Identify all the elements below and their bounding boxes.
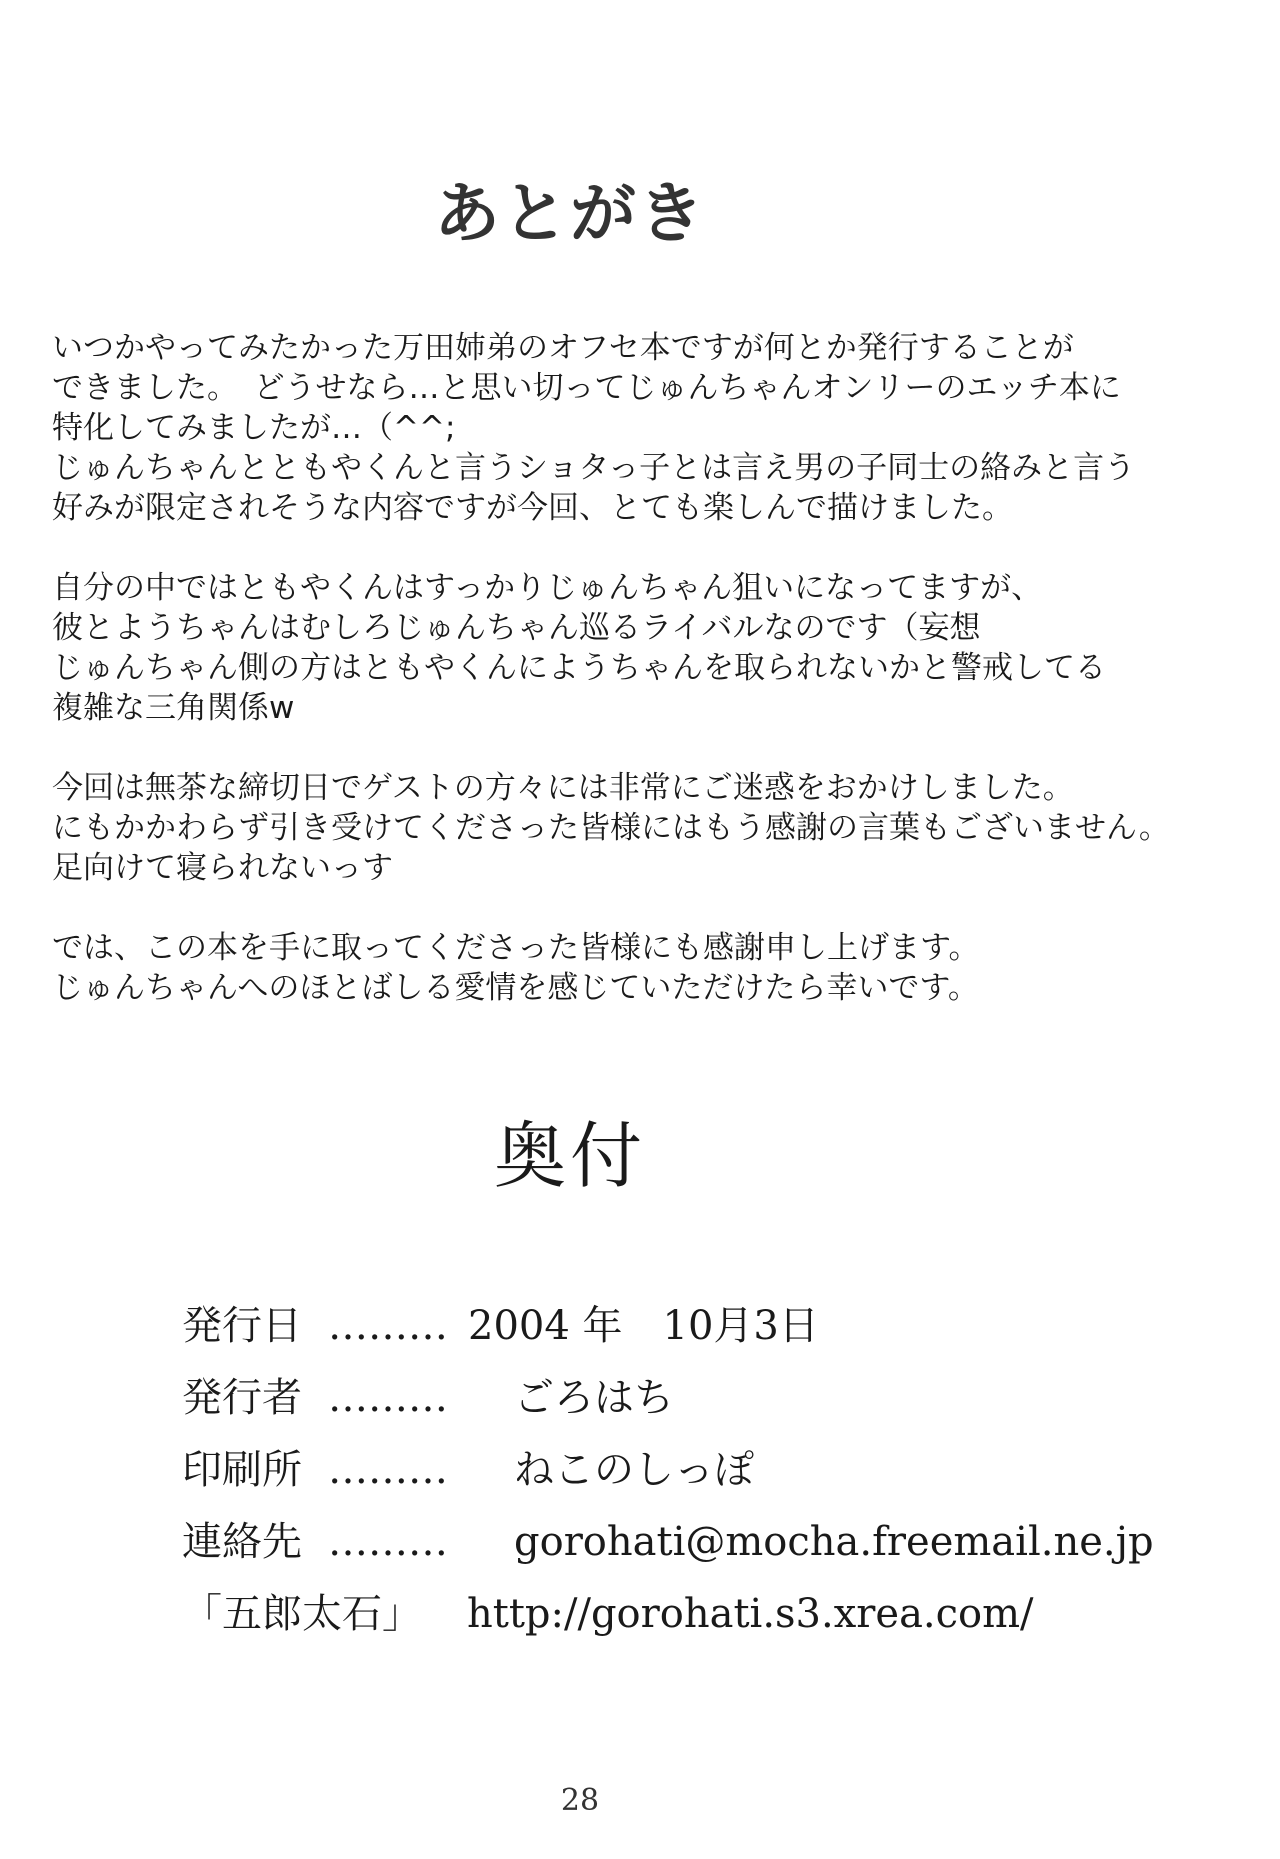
printer-label: 印刷所 [182,1447,302,1493]
printer-value: ねこのしっぽ [514,1447,754,1493]
afterword-paragraph-3 [52,768,1252,888]
publish-date-value: 2004 年 10月3日 [468,1303,819,1349]
website-url: http://gorohati.s3.xrea.com/ [467,1591,1034,1637]
leader-dots: ……… [328,1447,448,1493]
afterword-line: じゅんちゃん側の方はともやくんにようちゃんを取られないかと警戒してる [52,650,1106,686]
afterword-paragraph-1 [52,328,1252,528]
afterword-title: あとがき [434,175,706,252]
leader-dots: ……… [328,1375,448,1421]
afterword-line: じゅんちゃんとともやくんと言うショタっ子とは言え男の子同士の絡みと言う [52,450,1136,486]
publisher-value: ごろはち [514,1375,674,1421]
publisher-label: 発行者 [182,1375,302,1421]
afterword-line: にもかかわらず引き受けてくださった皆様にはもう感謝の言葉もございません。 [52,810,1170,846]
afterword-line: 足向けて寝られないっす [52,850,393,886]
colophon-row-printer [182,1434,1182,1506]
colophon-row-publish-date [182,1290,1182,1362]
afterword-line: 彼とようちゃんはむしろじゅんちゃん巡るライバルなのです（妄想 [52,610,981,646]
afterword-body [52,328,1252,1048]
leader-dots: ……… [328,1519,448,1565]
contact-label: 連絡先 [182,1519,302,1565]
colophon-row-publisher [182,1362,1182,1434]
page-number: 28 [560,1783,600,1818]
afterword-paragraph-2 [52,568,1252,728]
colophon-row-contact [182,1506,1182,1578]
afterword-line: 好みが限定されそうな内容ですが今回、とても楽しんで描けました。 [52,490,1013,526]
afterword-line: 複雑な三角関係w [52,690,295,726]
afterword-line: じゅんちゃんへのほとばしる愛情を感じていただけたら幸いです。 [52,970,979,1006]
afterword-line: 自分の中ではともやくんはすっかりじゅんちゃん狙いになってますが、 [52,570,1043,606]
colophon-title: 奥付 [493,1114,646,1198]
afterword-paragraph-4 [52,928,1252,1008]
afterword-line: いつかやってみたかった万田姉弟のオフセ本ですが何とか発行することが [52,330,1074,366]
afterword-line: 今回は無茶な締切日でゲストの方々には非常にご迷惑をおかけしました。 [52,770,1074,806]
afterword-line: できました。 どうせなら…と思い切ってじゅんちゃんオンリーのエッチ本に [52,370,1121,406]
leader-dots: ……… [328,1303,448,1349]
afterword-line: では、この本を手に取ってくださった皆様にも感謝申し上げます。 [52,930,980,966]
colophon-row-website [182,1578,1182,1650]
afterword-line: 特化してみましたが…（^^; [52,410,456,446]
website-label: 「五郎太石」 [182,1591,422,1637]
colophon-details [182,1290,1182,1650]
contact-email: gorohati@mocha.freemail.ne.jp [514,1519,1154,1565]
publish-date-label: 発行日 [182,1303,302,1349]
